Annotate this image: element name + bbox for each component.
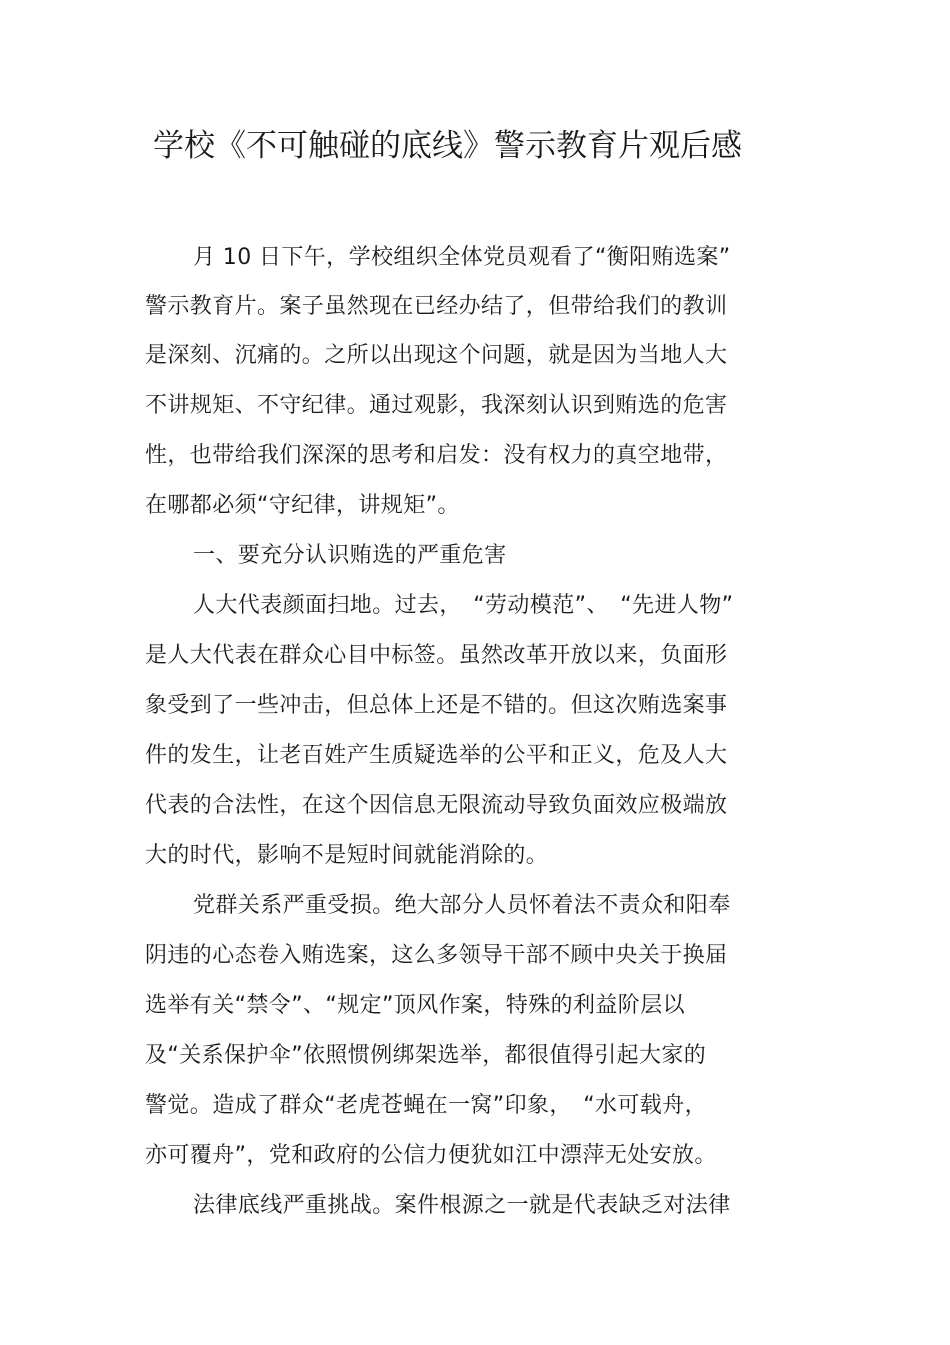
paragraph-line: 大的时代，影响不是短时间就能消除的。: [145, 843, 549, 868]
document-title: 学校《不可触碰的底线》警示教育片观后感: [153, 128, 742, 164]
paragraph-line: 党群关系严重受损。绝大部分人员怀着法不责众和阳奉: [193, 893, 731, 918]
paragraph-line: 是人大代表在群众心目中标签。虽然改革开放以来，负面形: [145, 643, 728, 668]
paragraph-line: 象受到了一些冲击，但总体上还是不错的。但这次贿选案事: [145, 693, 728, 718]
paragraph-line: 不讲规矩、不守纪律。通过观影，我深刻认识到贿选的危害: [145, 393, 728, 418]
paragraph-line: 性，也带给我们深深的思考和启发：没有权力的真空地带，: [145, 443, 728, 468]
paragraph-line: 人大代表颜面扫地。过去， “劳动模范”、 “先进人物”: [193, 593, 734, 618]
paragraph-line: 警觉。造成了群众“老虎苍蝇在一窝”印象， “水可载舟，: [145, 1093, 707, 1118]
section-heading: 一、要充分认识贿选的严重危害: [193, 543, 507, 568]
paragraph-line: 法律底线严重挑战。案件根源之一就是代表缺乏对法律: [193, 1193, 731, 1218]
paragraph-line: 是深刻、沉痛的。之所以出现这个问题，就是因为当地人大: [145, 343, 728, 368]
paragraph-line: 阴违的心态卷入贿选案，这么多领导干部不顾中央关于换届: [145, 943, 728, 968]
paragraph-line: 在哪都必须“守纪律，讲规矩”。: [145, 493, 460, 518]
paragraph-line: 代表的合法性，在这个因信息无限流动导致负面效应极端放: [145, 793, 728, 818]
paragraph-line: 亦可覆舟”，党和政府的公信力便犹如江中漂萍无处安放。: [145, 1143, 717, 1168]
paragraph-line: 选举有关“禁令”、“规定”顶风作案，特殊的利益阶层以: [145, 993, 685, 1018]
paragraph-line: 及“关系保护伞”依照惯例绑架选举，都很值得引起大家的: [145, 1043, 707, 1068]
paragraph-line: 月 10 日下午，学校组织全体党员观看了“衡阳贿选案”: [193, 245, 731, 270]
paragraph-line: 件的发生，让老百姓产生质疑选举的公平和正义，危及人大: [145, 743, 728, 768]
paragraph-line: 警示教育片。案子虽然现在已经办结了，但带给我们的教训: [145, 294, 728, 319]
